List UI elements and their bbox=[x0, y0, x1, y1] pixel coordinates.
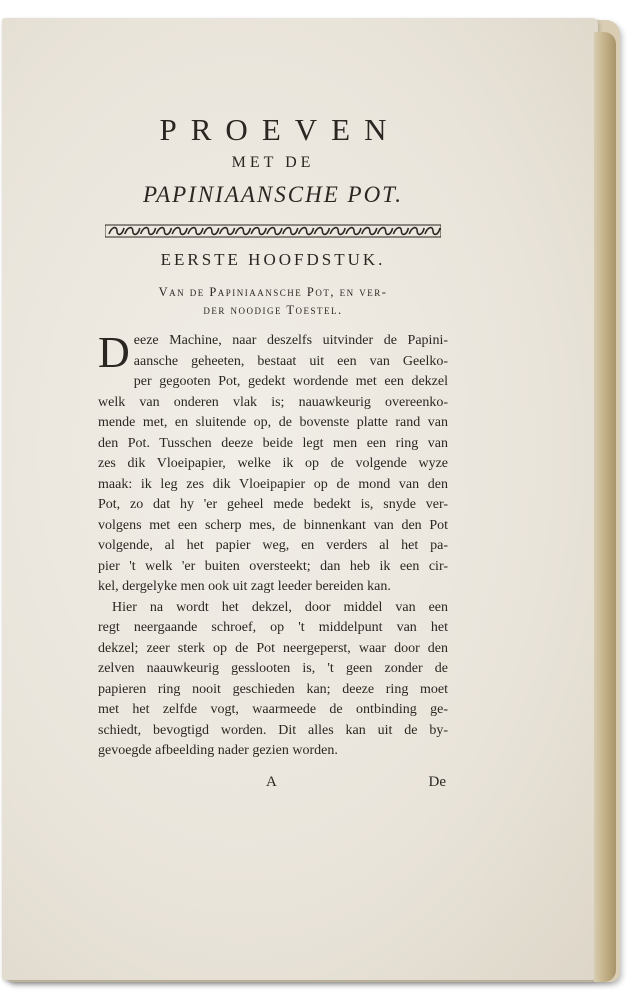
text-line: zelven naauwkeurig gesslooten is, 't geen zonder de bbox=[98, 661, 448, 676]
ornament-link bbox=[109, 228, 124, 235]
ornament-link bbox=[362, 228, 377, 235]
ornament-link bbox=[393, 228, 408, 235]
title-line-3: PAPINIAANSCHE POT. bbox=[142, 182, 404, 207]
ornament-link bbox=[425, 228, 440, 235]
ornament-link bbox=[299, 228, 314, 235]
text-line: den Pot. Tusschen deeze beide legt men een ring van bbox=[98, 435, 448, 451]
ornament-link bbox=[267, 228, 282, 235]
ornament-link bbox=[409, 228, 424, 235]
ornament-link bbox=[283, 228, 298, 235]
ornament-link bbox=[125, 228, 140, 235]
text-line: kel, dergelyke men ook uit zagt leeder bereiden kan. bbox=[98, 579, 391, 594]
text-line: schiedt, bevogtigd worden. Dit alles kan uit de by- bbox=[98, 722, 448, 738]
text-line: dekzel; zeer sterk op de Pot neergeperst, waar door den bbox=[98, 640, 448, 656]
title-line-2: MET DE bbox=[231, 154, 315, 171]
ornament-link bbox=[141, 228, 156, 235]
section-heading-line-1: Van de Papiniaansche Pot, en ver- bbox=[158, 285, 388, 299]
paragraph-2 bbox=[98, 598, 448, 762]
text-line: Hier na wordt het dekzel, door middel van een bbox=[112, 599, 448, 615]
text-line: welk van onderen vlak is; nauawkeurig overeenko- bbox=[98, 394, 448, 410]
section-heading bbox=[98, 283, 448, 319]
catchword: De bbox=[428, 773, 446, 790]
ornament-link bbox=[188, 228, 203, 235]
text-line: aansche geheeten, bestaat uit een van Geelko- bbox=[133, 353, 448, 369]
ornament-link bbox=[220, 228, 235, 235]
ornament-link bbox=[156, 228, 171, 235]
ornament-link bbox=[251, 228, 266, 235]
text-line: per gegooten Pot, gedekt wordende met een dekzel bbox=[133, 374, 448, 389]
drop-capital: D bbox=[98, 328, 130, 377]
ornament-link bbox=[204, 228, 219, 235]
text-line: regt neergaande schroef, op 't middelpunt van het bbox=[98, 620, 448, 635]
text-line: volgens met een scherp mes, de binnenkant van den Pot bbox=[98, 517, 448, 533]
text-line: gevoegde afbeelding nader gezien worden. bbox=[98, 743, 338, 758]
ornament-link bbox=[346, 228, 361, 235]
paragraph-1 bbox=[98, 328, 448, 598]
ornament-link bbox=[314, 228, 329, 235]
text-line: Pot, zo dat hy 'er geheel mede bedekt is, snyde ver- bbox=[98, 497, 448, 512]
text-line: zes dik Vloeipapier, welke ik op de volgende wyze bbox=[98, 456, 448, 471]
text-line: mende met, en sluitende op, de bovenste platte rand van bbox=[98, 415, 448, 430]
page-footer bbox=[98, 774, 448, 794]
book-page bbox=[2, 18, 598, 980]
text-line: met het zelfde vogt, waarmeede de ontbinding ge- bbox=[98, 702, 448, 717]
section-heading-line-2: der noodige Toestel. bbox=[203, 303, 343, 317]
body-text bbox=[98, 328, 448, 762]
text-line: maak: ik leg zes dik Vloeipapier op de mond van den bbox=[98, 476, 448, 492]
text-line: papieren ring nooit geschieden kan; deeze ring moet bbox=[98, 681, 448, 697]
page-edges bbox=[594, 32, 616, 982]
text-block bbox=[98, 113, 448, 794]
ornament-link bbox=[378, 228, 393, 235]
ornament-link bbox=[330, 228, 345, 235]
ornament-link bbox=[235, 228, 250, 235]
ornament-link bbox=[172, 228, 187, 235]
title-line-1: PROEVEN bbox=[159, 112, 401, 147]
text-line: volgende, al het papier weg, en verders al het pa- bbox=[98, 538, 448, 553]
text-line: eeze Machine, naar deszelfs uitvinder de Papini- bbox=[133, 333, 448, 348]
chapter-heading: EERSTE HOOFDSTUK. bbox=[160, 250, 386, 269]
ornament-rule bbox=[105, 223, 441, 239]
text-line: pier 't welk 'er buiten oversteekt; dan heb ik een cir- bbox=[98, 558, 448, 574]
signature-mark: A bbox=[266, 773, 277, 790]
